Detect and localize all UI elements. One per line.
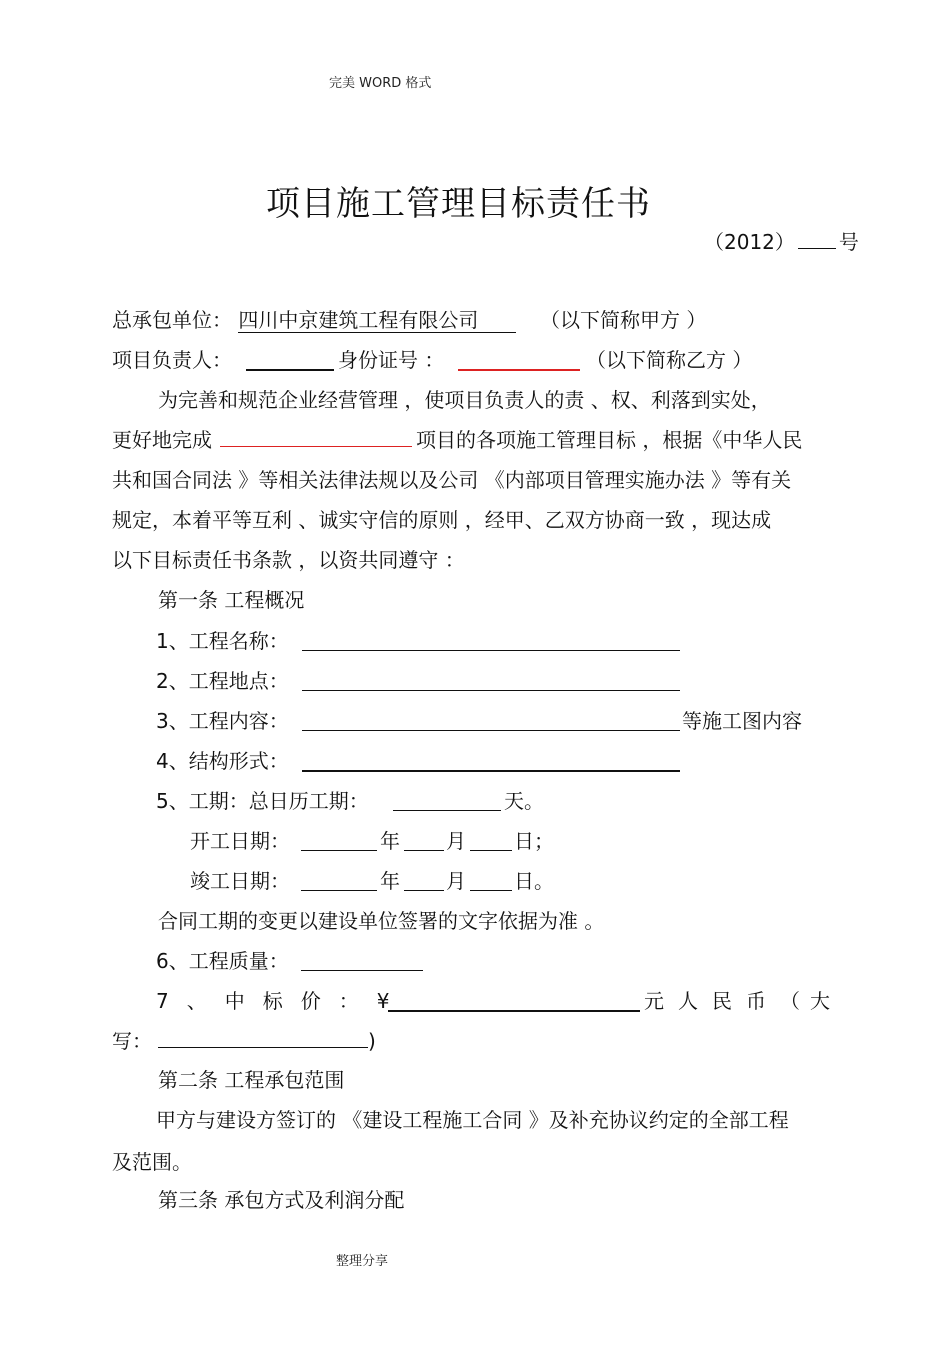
item-structure-label: 4、结构形式： xyxy=(156,749,289,773)
item-project-name-field[interactable] xyxy=(302,632,680,655)
contractor-label: 总承包单位： xyxy=(112,308,232,332)
id-number-blank xyxy=(458,351,580,371)
project-name-blank xyxy=(220,428,412,447)
start-day-field[interactable] xyxy=(470,832,512,855)
price-words-blank[interactable] xyxy=(158,1029,368,1048)
start-month-unit: 月 xyxy=(446,829,466,853)
intro-line-2a: 更好地完成 xyxy=(112,428,212,452)
document-title: 项目施工管理目标责任书 xyxy=(266,184,651,224)
id-number-field[interactable] xyxy=(458,351,580,375)
item-project-location-blank xyxy=(302,672,680,691)
price-tail-3: 民 xyxy=(712,989,732,1013)
article-3-heading: 第三条 承包方式及利润分配 xyxy=(158,1188,405,1212)
article-2-line-2: 及范围。 xyxy=(112,1150,192,1174)
start-year-blank xyxy=(301,832,377,851)
id-number-label: 身份证号 ： xyxy=(338,348,445,372)
article-2-line-1: 甲方与建设方签订的 《建设工程施工合同 》及补充协议约定的全部工程 xyxy=(156,1108,789,1132)
end-month-unit: 月 xyxy=(446,869,466,893)
start-day-blank xyxy=(470,832,512,851)
price-words-line xyxy=(112,1029,376,1053)
price-words-label: 写： xyxy=(112,1029,152,1053)
contractor-line xyxy=(112,308,516,333)
document-number xyxy=(704,230,859,254)
price-char-1: 7 xyxy=(156,989,169,1013)
item-project-name-blank xyxy=(302,632,680,651)
intro-line-2 xyxy=(112,428,802,452)
manager-label: 项目负责人： xyxy=(112,348,232,372)
manager-note: （以下简称乙方 ） xyxy=(586,348,753,372)
price-char-3: 中 xyxy=(224,989,245,1013)
manager-name-blank xyxy=(246,351,334,371)
document-number-suffix: 号 xyxy=(838,230,859,254)
item-project-content-suffix: 等施工图内容 xyxy=(682,709,802,733)
end-day-blank xyxy=(470,872,512,891)
start-month-blank xyxy=(404,832,444,851)
contractor-note: （以下简称甲方 ） xyxy=(540,308,707,332)
manager-name-field[interactable] xyxy=(246,351,334,375)
price-char-2: 、 xyxy=(186,989,207,1013)
item-price-field[interactable] xyxy=(388,992,640,1016)
start-year-unit: 年 xyxy=(380,829,400,853)
item-project-location-label: 2、工程地点： xyxy=(156,669,289,693)
item-project-name-label: 1、工程名称： xyxy=(156,629,289,653)
item-period-blank xyxy=(393,792,501,811)
page-header: 完美 WORD 格式 xyxy=(329,76,432,91)
end-year-unit: 年 xyxy=(380,869,400,893)
article-1-heading: 第一条 工程概况 xyxy=(158,588,305,612)
intro-line-3: 共和国合同法 》等相关法律法规以及公司 《内部项目管理实施办法 》等有关 xyxy=(112,468,792,492)
intro-line-4: 规定，本着平等互利 、诚实守信的原则 ，经甲、乙双方协商一致 ，现达成 xyxy=(112,508,772,532)
price-tail-6: 大 xyxy=(810,989,830,1013)
contractor-value: 四川中京建筑工程有限公司 xyxy=(238,308,516,333)
end-day-field[interactable] xyxy=(470,872,512,895)
end-year-field[interactable] xyxy=(301,872,377,895)
price-currency-symbol: ¥ xyxy=(376,989,390,1013)
start-day-unit: 日； xyxy=(514,829,554,853)
price-tail-2: 人 xyxy=(678,989,698,1013)
price-tail-1: 元 xyxy=(644,989,664,1013)
page-footer: 整理分享 xyxy=(336,1254,389,1269)
price-tail-5: （ xyxy=(780,989,800,1013)
start-month-field[interactable] xyxy=(404,832,444,855)
document-number-blank xyxy=(798,230,836,249)
price-tail-4: 币 xyxy=(746,989,766,1013)
item-project-content-field[interactable] xyxy=(302,712,680,735)
item-price-tail xyxy=(644,989,830,1013)
item-project-location-field[interactable] xyxy=(302,672,680,695)
end-day-unit: 日。 xyxy=(514,869,554,893)
intro-line-2b: 项目的各项施工管理目标 ，根据《中华人民 xyxy=(416,428,803,452)
end-year-blank xyxy=(301,872,377,891)
intro-line-5: 以下目标责任书条款 ，以资共同遵守 ： xyxy=(112,548,465,572)
intro-line-1: 为完善和规范企业经营管理 ，使项目负责人的责 、权、利落到实处， xyxy=(158,388,771,412)
item-period-field[interactable] xyxy=(393,792,501,815)
item-quality-blank xyxy=(301,952,423,971)
price-char-4: 标 xyxy=(262,989,283,1013)
item-quality-label: 6、工程质量： xyxy=(156,949,289,973)
item-structure-field[interactable] xyxy=(302,752,680,776)
start-date-label: 开工日期： xyxy=(190,829,290,853)
item-quality-field[interactable] xyxy=(301,952,423,975)
item-project-content-label: 3、工程内容： xyxy=(156,709,289,733)
article-2-heading: 第二条 工程承包范围 xyxy=(158,1068,345,1092)
document-number-year: （2012） xyxy=(704,230,795,254)
price-words-close: ) xyxy=(368,1029,376,1053)
start-year-field[interactable] xyxy=(301,832,377,855)
item-period-unit: 天。 xyxy=(504,789,544,813)
end-month-field[interactable] xyxy=(404,872,444,895)
item-structure-blank xyxy=(302,752,680,772)
end-date-label: 竣工日期： xyxy=(190,869,290,893)
end-month-blank xyxy=(404,872,444,891)
item-price-label xyxy=(156,989,389,1013)
price-char-6: ： xyxy=(338,989,359,1013)
item-project-content-blank xyxy=(302,712,680,731)
item-period-label: 5、工期：总日历工期： xyxy=(156,789,369,813)
item-price-blank xyxy=(388,992,640,1012)
price-char-5: 价 xyxy=(300,989,321,1013)
period-change-note: 合同工期的变更以建设单位签署的文字依据为准 。 xyxy=(158,909,605,933)
